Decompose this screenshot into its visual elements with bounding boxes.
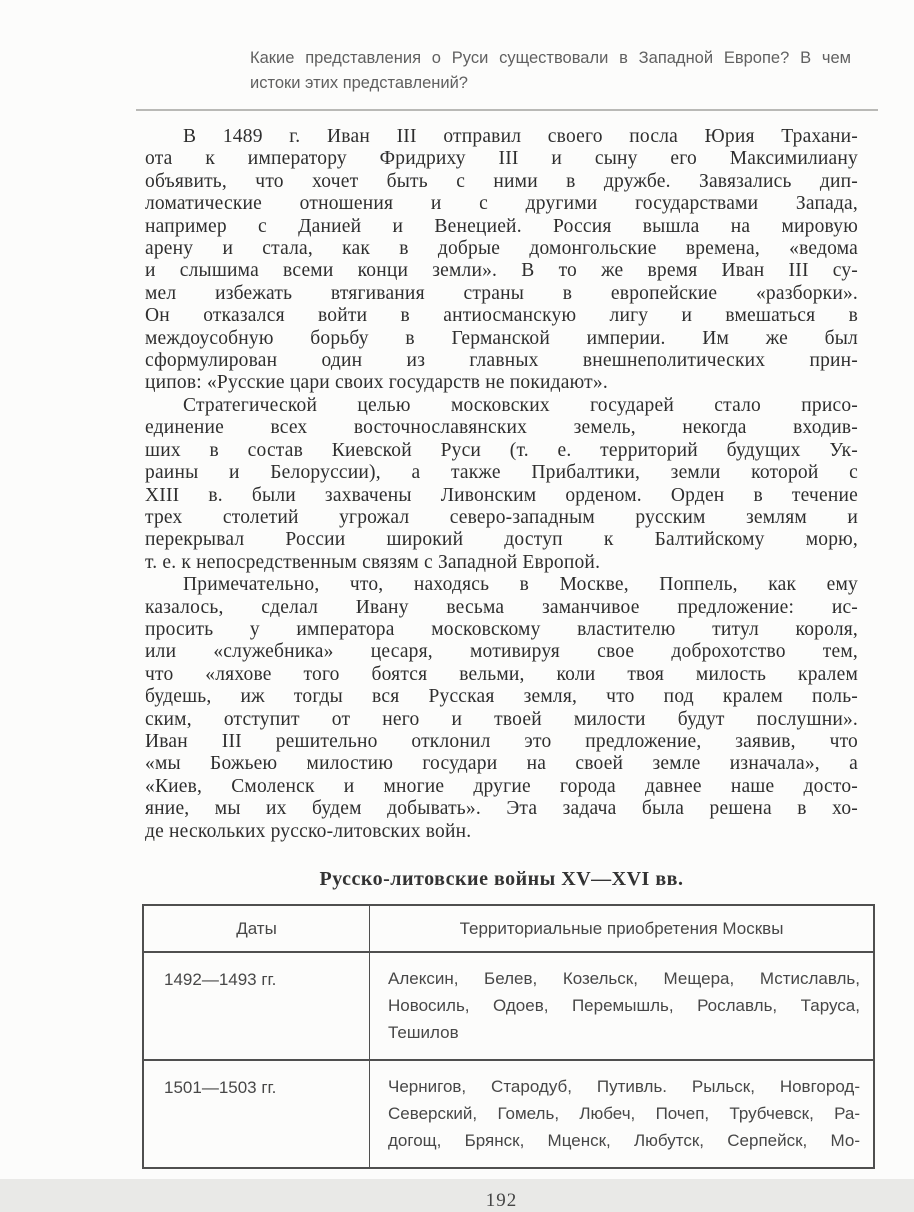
- body-line: казалось, сделал Ивану весьма заманчивое предложение: ис-: [145, 596, 858, 618]
- body-line: мел избежать втягивания страны в европейские «разборки».: [145, 282, 858, 304]
- body-line: ским, отступит от него и твоей милости будут послушни».: [145, 708, 858, 730]
- body-line: раины и Белоруссии), а также Прибалтики, земли которой с: [145, 462, 858, 484]
- body-line: т. е. к непосредственным связям с Западной Европой.: [145, 551, 601, 573]
- body-line: XIII в. были захвачены Ливонским орденом. Орден в течение: [145, 484, 858, 506]
- body-line: сформулирован один из главных внешнеполитических прин-: [145, 350, 858, 372]
- body-line: В 1489 г. Иван III отправил своего посла Юрия Трахани-: [183, 126, 858, 147]
- chapter-question: [250, 46, 851, 96]
- body-line: ломатические отношения и с другими государствами Запада,: [145, 193, 858, 215]
- body-line: Иван III решительно отклонил это предложение, заявив, что: [145, 730, 858, 752]
- acquisitions-cell: [370, 952, 875, 1060]
- body-line: объявить, что хочет быть с ними в дружбе. Завязались дип-: [145, 170, 858, 192]
- body-line: перекрывал России широкий доступ к Балтийскому морю,: [145, 529, 858, 551]
- body-line: «Киев, Смоленск и многие другие города давнее наше досто-: [145, 775, 858, 797]
- body-line: яние, мы их будем добывать». Эта задача была решена в хо-: [145, 798, 858, 820]
- paragraph: [145, 395, 858, 574]
- body-line: просить у императора московскому властителю титул короля,: [145, 618, 858, 640]
- cell-line: Северский, Гомель, Любеч, Почеп, Трубчевск, Ра-: [388, 1104, 860, 1123]
- cell-line: догощ, Брянск, Мценск, Любутск, Серпейск, Мо-: [388, 1131, 860, 1150]
- body-line: например с Данией и Венецией. Россия вышла на мировую: [145, 215, 858, 237]
- paragraph: [145, 574, 858, 843]
- body-line: ших в состав Киевской Руси (т. е. территорий будущих Ук-: [145, 439, 858, 461]
- cell-line: Алексин, Белев, Козельск, Мещера, Мстиславль,: [388, 969, 860, 988]
- body-line: Примечательно, что, находясь в Москве, Поппель, как ему: [183, 574, 858, 596]
- body-line: ота к императору Фридриху III и сыну его Максимилиану: [145, 148, 858, 170]
- body-line: единение всех восточнославянских земель, некогда входив-: [145, 417, 858, 439]
- body-line: Он отказался войти в антиосманскую лигу и вмешаться в: [145, 305, 858, 327]
- body-line: де нескольких русско-литовских войн.: [145, 820, 472, 842]
- question-line: Какие представления о Руси существовали в Западной Европе? В чем: [250, 49, 851, 67]
- cell-line: Тешилов: [388, 1023, 459, 1042]
- dates-cell: 1501—1503 гг.: [143, 1060, 370, 1168]
- body-line: «мы Божьею милостию государи на своей земле изначала», а: [145, 753, 858, 775]
- body-line: трех столетий угрожал северо-западным русским землям и: [145, 506, 858, 528]
- column-header-dates: Даты: [143, 905, 370, 952]
- table-row: [143, 952, 874, 1060]
- body-line: Стратегической целью московских государей стало присо-: [183, 394, 858, 416]
- question-line: истоки этих представлений?: [250, 74, 468, 92]
- wars-table: [142, 904, 875, 1169]
- body-line: ципов: «Русские цари своих государств не покидают».: [145, 372, 608, 394]
- body-line: или «служебника» цесаря, мотивируя свое доброхотство тем,: [145, 641, 858, 663]
- table-title: Русско-литовские войны XV—XVI вв.: [319, 868, 684, 890]
- table-row: [143, 1060, 874, 1168]
- cell-line: Новосиль, Одоев, Перемышль, Рославль, Таруса,: [388, 996, 860, 1015]
- body-line: арену и стала, как в добрые домонгольские времена, «ведома: [145, 238, 858, 260]
- body-line: будешь, иж тогды вся Русская земля, что под кралем поль-: [145, 686, 858, 708]
- cell-line: Чернигов, Стародуб, Путивль. Рыльск, Новгород-: [388, 1077, 860, 1096]
- divider-rule: [136, 109, 878, 111]
- table-header-row: [143, 905, 874, 952]
- dates-cell: 1492—1493 гг.: [143, 952, 370, 1060]
- page-number: 192: [485, 1190, 518, 1211]
- body-line: и слышима всеми конци земли». В то же время Иван III су-: [145, 260, 858, 282]
- paragraph: [145, 126, 858, 395]
- body-text: [145, 126, 858, 843]
- acquisitions-cell: [370, 1060, 875, 1168]
- body-line: что «ляхове того боятся вельми, коли твоя милость кралем: [145, 663, 858, 685]
- column-header-acquisitions: Территориальные приобретения Москвы: [370, 905, 875, 952]
- body-line: междоусобную борьбу в Германской империи. Им же был: [145, 327, 858, 349]
